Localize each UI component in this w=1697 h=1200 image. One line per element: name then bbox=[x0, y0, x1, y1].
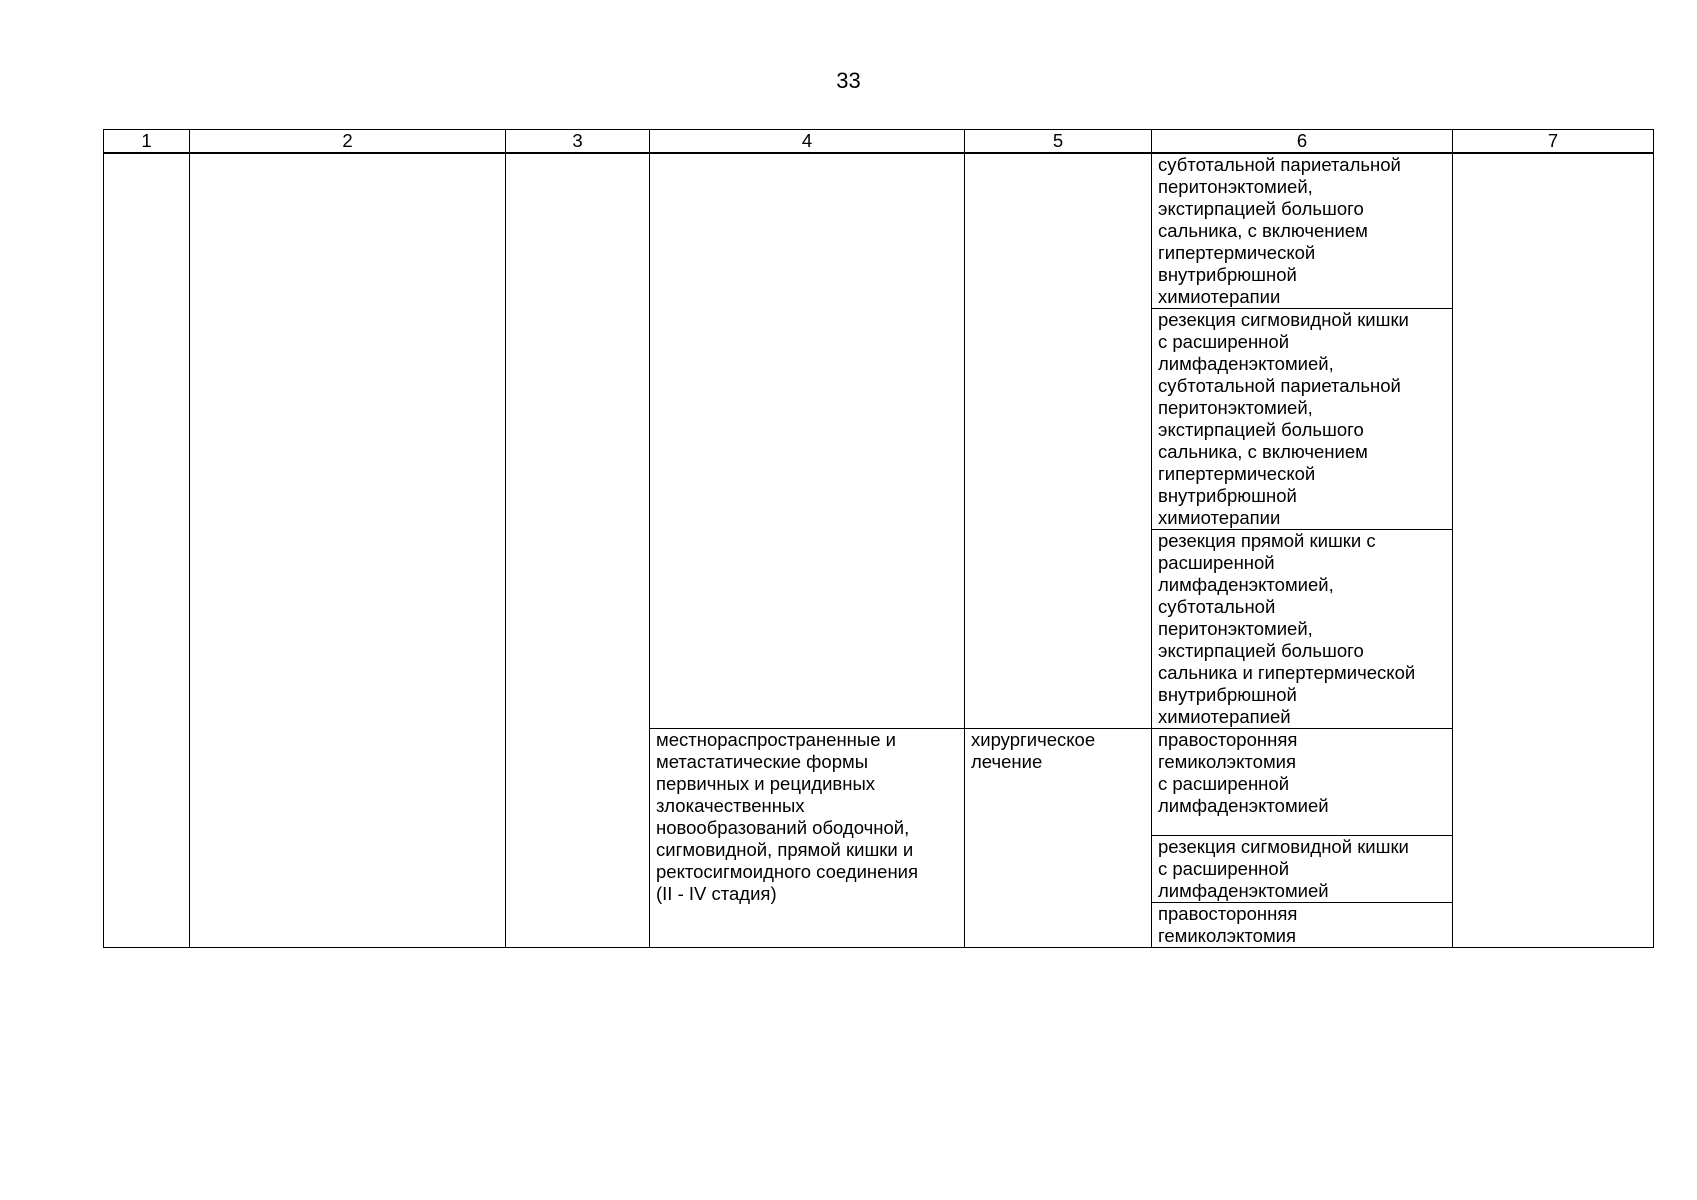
method-cell: резекция прямой кишки с расширенной лимфаденэктомией, субтотальной перитонэктомией, экстирпацией большого сальника и гипертермической внутрибрюшной химиотерапией bbox=[1152, 530, 1453, 729]
col1-cell bbox=[104, 153, 190, 948]
col3-cell bbox=[506, 153, 650, 948]
treatment-type-cell: хирургическое лечение bbox=[965, 729, 1152, 948]
column-header-1: 1 bbox=[104, 130, 190, 154]
diagnosis-cell: местнораспространенные и метастатические формы первичных и рецидивных злокачественных новообразований ободочной, сигмовидной, прямой кишки и ректосигмоидного соединения (II - IV стадия) bbox=[650, 729, 965, 948]
method-cell: резекция сигмовидной кишки с расширенной лимфаденэктомией, субтотальной париетальной перитонэктомией, экстирпацией большого сальника, с включением гипертермической внутрибрюшной химиотерапии bbox=[1152, 309, 1453, 530]
column-header-4: 4 bbox=[650, 130, 965, 154]
method-cell: правосторонняя гемиколэктомия bbox=[1152, 903, 1453, 948]
column-header-3: 3 bbox=[506, 130, 650, 154]
col4-empty-cell bbox=[650, 153, 965, 729]
column-header-6: 6 bbox=[1152, 130, 1453, 154]
column-header-5: 5 bbox=[965, 130, 1152, 154]
method-cell: правосторонняя гемиколэктомия с расширенной лимфаденэктомией bbox=[1152, 729, 1453, 836]
page-number: 33 bbox=[836, 68, 861, 93]
column-header-2: 2 bbox=[190, 130, 506, 154]
col2-cell bbox=[190, 153, 506, 948]
method-cell: резекция сигмовидной кишки с расширенной лимфаденэктомией bbox=[1152, 836, 1453, 903]
procedures-table bbox=[103, 129, 1654, 948]
col5-empty-cell bbox=[965, 153, 1152, 729]
method-cell: субтотальной париетальной перитонэктомией, экстирпацией большого сальника, с включением гипертермической внутрибрюшной химиотерапии bbox=[1152, 153, 1453, 309]
column-header-7: 7 bbox=[1453, 130, 1654, 154]
col7-cell bbox=[1453, 153, 1654, 948]
table-row bbox=[104, 153, 1654, 309]
header-row bbox=[104, 130, 1654, 154]
